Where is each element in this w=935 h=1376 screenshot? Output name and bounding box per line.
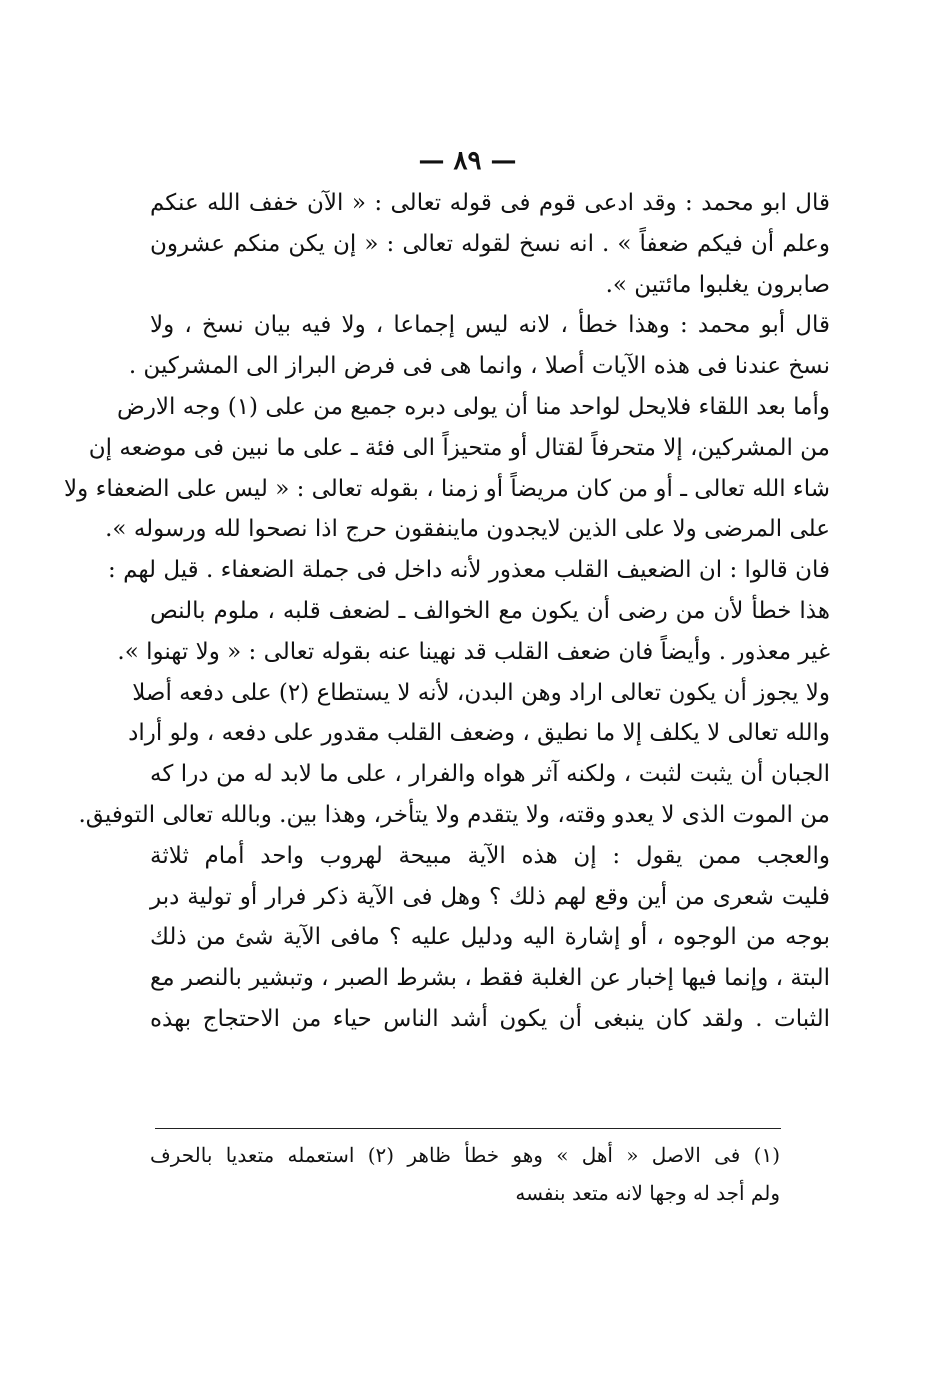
text-line: غير معذور . وأيضاً فان ضعف القلب قد نهينا عنه بقوله تعالى : « ولا تهنوا ». (117, 638, 830, 665)
text-line: بوجه من الوجوه ، أو إشارة اليه ودليل عليه ؟ مافى الآية شئ من ذلك (150, 924, 830, 951)
body-text (64, 183, 830, 1040)
text-line: نسخ عندنا فى هذه الآيات أصلا ، وانما هى فى فرض البراز الى المشركين . (128, 353, 830, 380)
text-line: شاء الله تعالى ـ أو من كان مريضاً أو زمنا ، بقوله تعالى : « ليس على الضعفاء ولا (64, 475, 830, 502)
text-line: قال أبو محمد : وهذا خطأ ، لانه ليس إجماعا ، ولا فيه بيان نسخ ، ولا (150, 312, 830, 339)
footnote-line: (١) فى الاصل « أهل » وهو خطأ ظاهر (٢) استعمله متعديا بالحرف (150, 1143, 780, 1167)
page-number: — ٨٩ — (418, 146, 517, 176)
text-line: هذا خطأ لأن من رضى أن يكون مع الخوالف ـ لضعف قلبه ، ملوم بالنص (150, 597, 830, 624)
footnotes (150, 1136, 780, 1212)
text-line: ولا يجوز أن يكون تعالى اراد وهن البدن، لأنه لا يستطاع (٢) على دفعه أصلا (132, 679, 830, 706)
text-line: وعلم أن فيكم ضعفاً » . انه نسخ لقوله تعالى : « إن يكن منكم عشرون (150, 230, 830, 257)
text-line: قال ابو محمد : وقد ادعى قوم فى قوله تعالى : « الآن خفف الله عنكم (150, 190, 830, 216)
text-line: والعجب ممن يقول : إن هذه الآية مبيحة لهروب واحد أمام ثلاثة (150, 842, 830, 869)
text-line: الجبان أن يثبت لثبت ، ولكنه آثر هواه والفرار ، على ما لابد له من درا كه (150, 761, 830, 788)
text-line: البتة ، وإنما فيها إخبار عن الغلبة فقط ، بشرط الصبر ، وتبشير بالنصر مع (150, 965, 830, 992)
text-line: الثبات . ولقد كان ينبغى أن يكون أشد الناس حياء من الاحتجاج بهذه (150, 1005, 830, 1032)
text-line: والله تعالى لا يكلف إلا ما نطيق ، وضعف القلب مقدور على دفعه ، ولو أراد (128, 720, 830, 747)
footnote-divider (155, 1128, 781, 1129)
text-line: فليت شعرى من أين وقع لهم ذلك ؟ وهل فى الآية ذكر فرار أو تولية دبر (150, 883, 830, 910)
text-line: من الموت الذى لا يعدو وقته، ولا يتقدم ولا يتأخر، وهذا بين. وبالله تعالى التوفيق. (78, 801, 830, 828)
footnote-line: ولم أجد له وجها لانه متعد بنفسه (515, 1181, 780, 1205)
text-line: صابرون يغلبوا مائتين ». (605, 271, 830, 298)
text-line: على المرضى ولا على الذين لايجدون ماينفقون حرج اذا نصحوا لله ورسوله ». (105, 516, 830, 543)
text-line: وأما بعد اللقاء فلايحل لواحد منا أن يولى دبره جميع من على (١) وجه الارض (117, 393, 830, 420)
text-line: فان قالوا : ان الضعيف القلب معذور لأنه داخل فى جملة الضعفاء . قيل لهم : (108, 557, 830, 584)
text-line: من المشركين، إلا متحرفاً لقتال أو متحيزاً الى فئة ـ على ما نبين فى موضعه إن (88, 434, 830, 461)
